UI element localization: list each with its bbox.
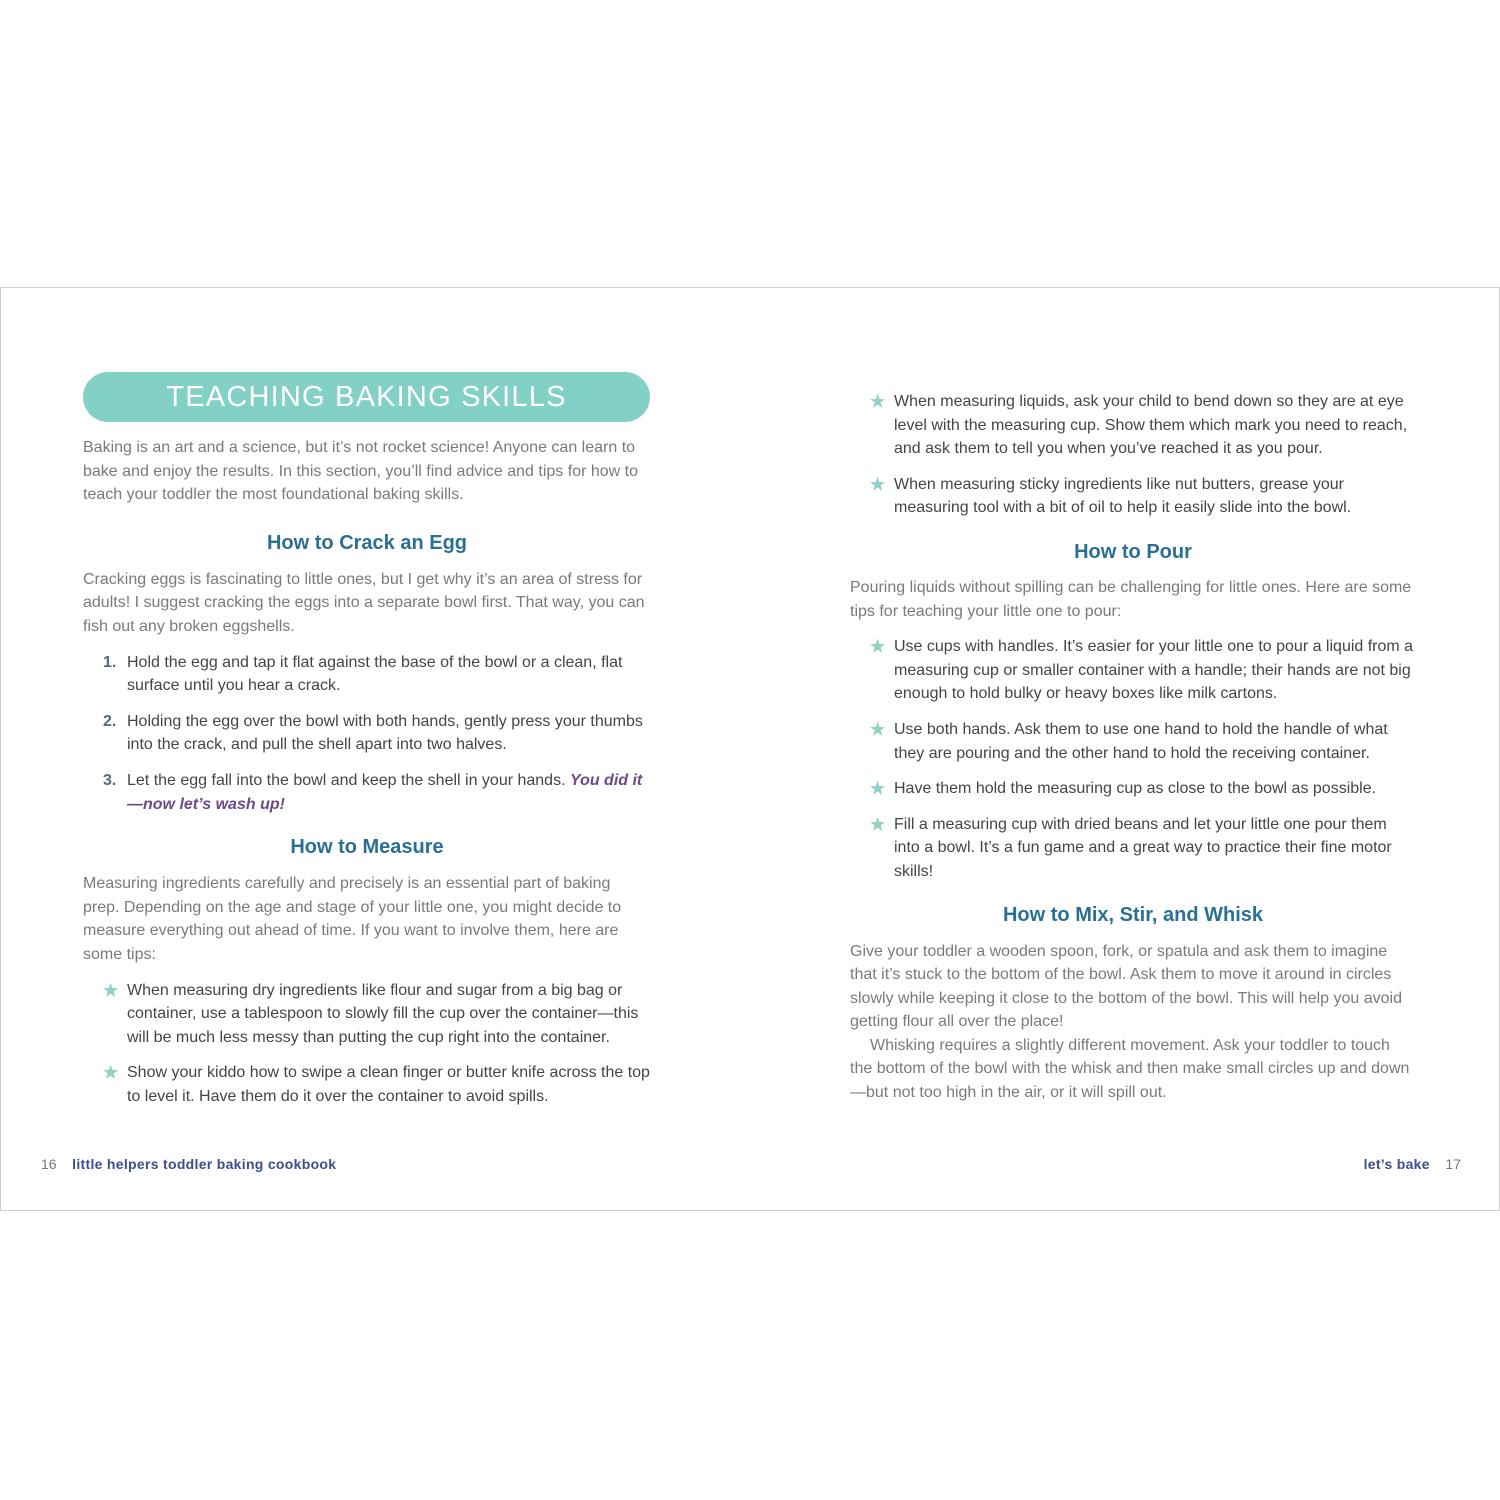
chapter-title: let’s bake xyxy=(1363,1156,1430,1172)
left-page-content xyxy=(83,436,651,1108)
pour-tips xyxy=(850,635,1416,883)
tip-text: When measuring dry ingredients like flour and sugar from a big bag or container, use a tablespoon to slowly fill the cup over the container—this will be much less messy than putting the cup right into the container. xyxy=(127,981,639,1046)
step-number: 2. xyxy=(103,712,117,730)
list-item xyxy=(83,979,651,1050)
step-number: 3. xyxy=(103,771,117,789)
list-item xyxy=(850,390,1416,461)
list-item xyxy=(850,813,1416,884)
list-item xyxy=(850,473,1416,520)
heading-crack-egg: How to Crack an Egg xyxy=(266,531,468,554)
tip-text: When measuring sticky ingredients like nut butters, grease your measuring tool with a bit of oil to help it easily slide into the bowl. xyxy=(894,475,1352,517)
book-title: little helpers toddler baking cookbook xyxy=(72,1156,337,1172)
measure-intro: Measuring ingredients carefully and precisely is an essential part of baking prep. Depending on the age and stage of your little one, you might decide to measure everything out ahead of time. If you want to involve them, here are some tips: xyxy=(83,875,622,963)
tip-text: When measuring liquids, ask your child to bend down so they are at eye level with the measuring cup. Show them which mark you need to reach, and ask them to tell you when you’ve reached it as you pour. xyxy=(894,393,1408,458)
crack-egg-intro: Cracking eggs is fascinating to little ones, but I get why it’s an area of stress for adults! I suggest cracking the eggs into a separate bowl first. That way, you can fish out any broken eggshells. xyxy=(83,570,645,635)
step-emphasis: You did it—now let’s wash up! xyxy=(127,771,643,813)
step-number: 1. xyxy=(103,653,117,671)
list-item xyxy=(83,1061,651,1108)
step-text: Hold the egg and tap it flat against the base of the bowl or a clean, flat surface until you hear a crack. xyxy=(127,653,623,695)
page-number-left: 16 xyxy=(41,1156,57,1172)
list-item xyxy=(83,651,651,698)
star-icon: ★ xyxy=(870,637,886,657)
tip-text: Use both hands. Ask them to use one hand to hold the handle of what they are pouring and the other hand to hold the receiving container. xyxy=(894,720,1388,762)
star-icon: ★ xyxy=(103,980,119,1000)
footer-right xyxy=(1364,1156,1461,1172)
footer-left xyxy=(41,1156,336,1172)
section-banner: TEACHING BAKING SKILLS xyxy=(83,372,650,422)
star-icon: ★ xyxy=(870,814,886,834)
pour-intro: Pouring liquids without spilling can be challenging for little ones. Here are some tips for teaching your little one to pour: xyxy=(850,578,1412,620)
left-page xyxy=(83,288,651,1210)
tip-text: Have them hold the measuring cup as close to the bowl as possible. xyxy=(894,780,1377,798)
star-icon: ★ xyxy=(870,719,886,739)
measure-tips xyxy=(83,979,651,1109)
mix-paragraph-1: Give your toddler a wooden spoon, fork, or spatula and ask them to imagine that it’s stuck to the bottom of the bowl. Ask them to move it around in circles slowly while keeping it close to the bottom of the bowl. This will help you avoid getting flour all over the place! xyxy=(850,942,1402,1031)
list-item xyxy=(850,718,1416,765)
book-spread xyxy=(0,287,1500,1211)
right-page xyxy=(850,288,1416,1210)
star-icon: ★ xyxy=(870,779,886,799)
page-number-right: 17 xyxy=(1445,1156,1461,1172)
step-text: Holding the egg over the bowl with both hands, gently press your thumbs into the crack, and pull the shell apart into two halves. xyxy=(127,712,643,754)
list-item xyxy=(850,635,1416,706)
heading-measure: How to Measure xyxy=(290,836,444,859)
right-page-content xyxy=(850,390,1416,1105)
heading-mix: How to Mix, Stir, and Whisk xyxy=(1002,903,1264,926)
star-icon: ★ xyxy=(870,474,886,494)
tip-text: Use cups with handles. It’s easier for your little one to pour a liquid from a measuring cup or smaller container with a handle; their hands are not big enough to hold bulky or heavy boxes like milk cartons. xyxy=(894,638,1414,703)
star-icon: ★ xyxy=(103,1063,119,1083)
star-icon: ★ xyxy=(870,392,886,411)
heading-pour: How to Pour xyxy=(1074,540,1192,563)
mix-paragraph-2: Whisking requires a slightly different movement. Ask your toddler to touch the bottom of the bowl with the whisk and then make small circles up and down—but not too high in the air, or it will spill out. xyxy=(850,1036,1410,1102)
crack-egg-steps xyxy=(83,651,651,817)
step-text: Let the egg fall into the bowl and keep the shell in your hands. xyxy=(127,771,570,789)
list-item xyxy=(850,777,1416,801)
list-item xyxy=(83,710,651,757)
measure-tips-continued xyxy=(850,390,1416,520)
list-item xyxy=(83,769,651,816)
tip-text: Fill a measuring cup with dried beans and let your little one pour them into a bowl. It’s a fun game and a great way to practice their fine motor skills! xyxy=(894,815,1392,880)
intro-paragraph: Baking is an art and a science, but it’s not rocket science! Anyone can learn to bake and enjoy the results. In this section, you’ll find advice and tips for how to teach your toddler the most foundational baking skills. xyxy=(83,439,638,504)
tip-text: Show your kiddo how to swipe a clean finger or butter knife across the top to level it. Have them do it over the container to avoid spills. xyxy=(127,1064,650,1105)
